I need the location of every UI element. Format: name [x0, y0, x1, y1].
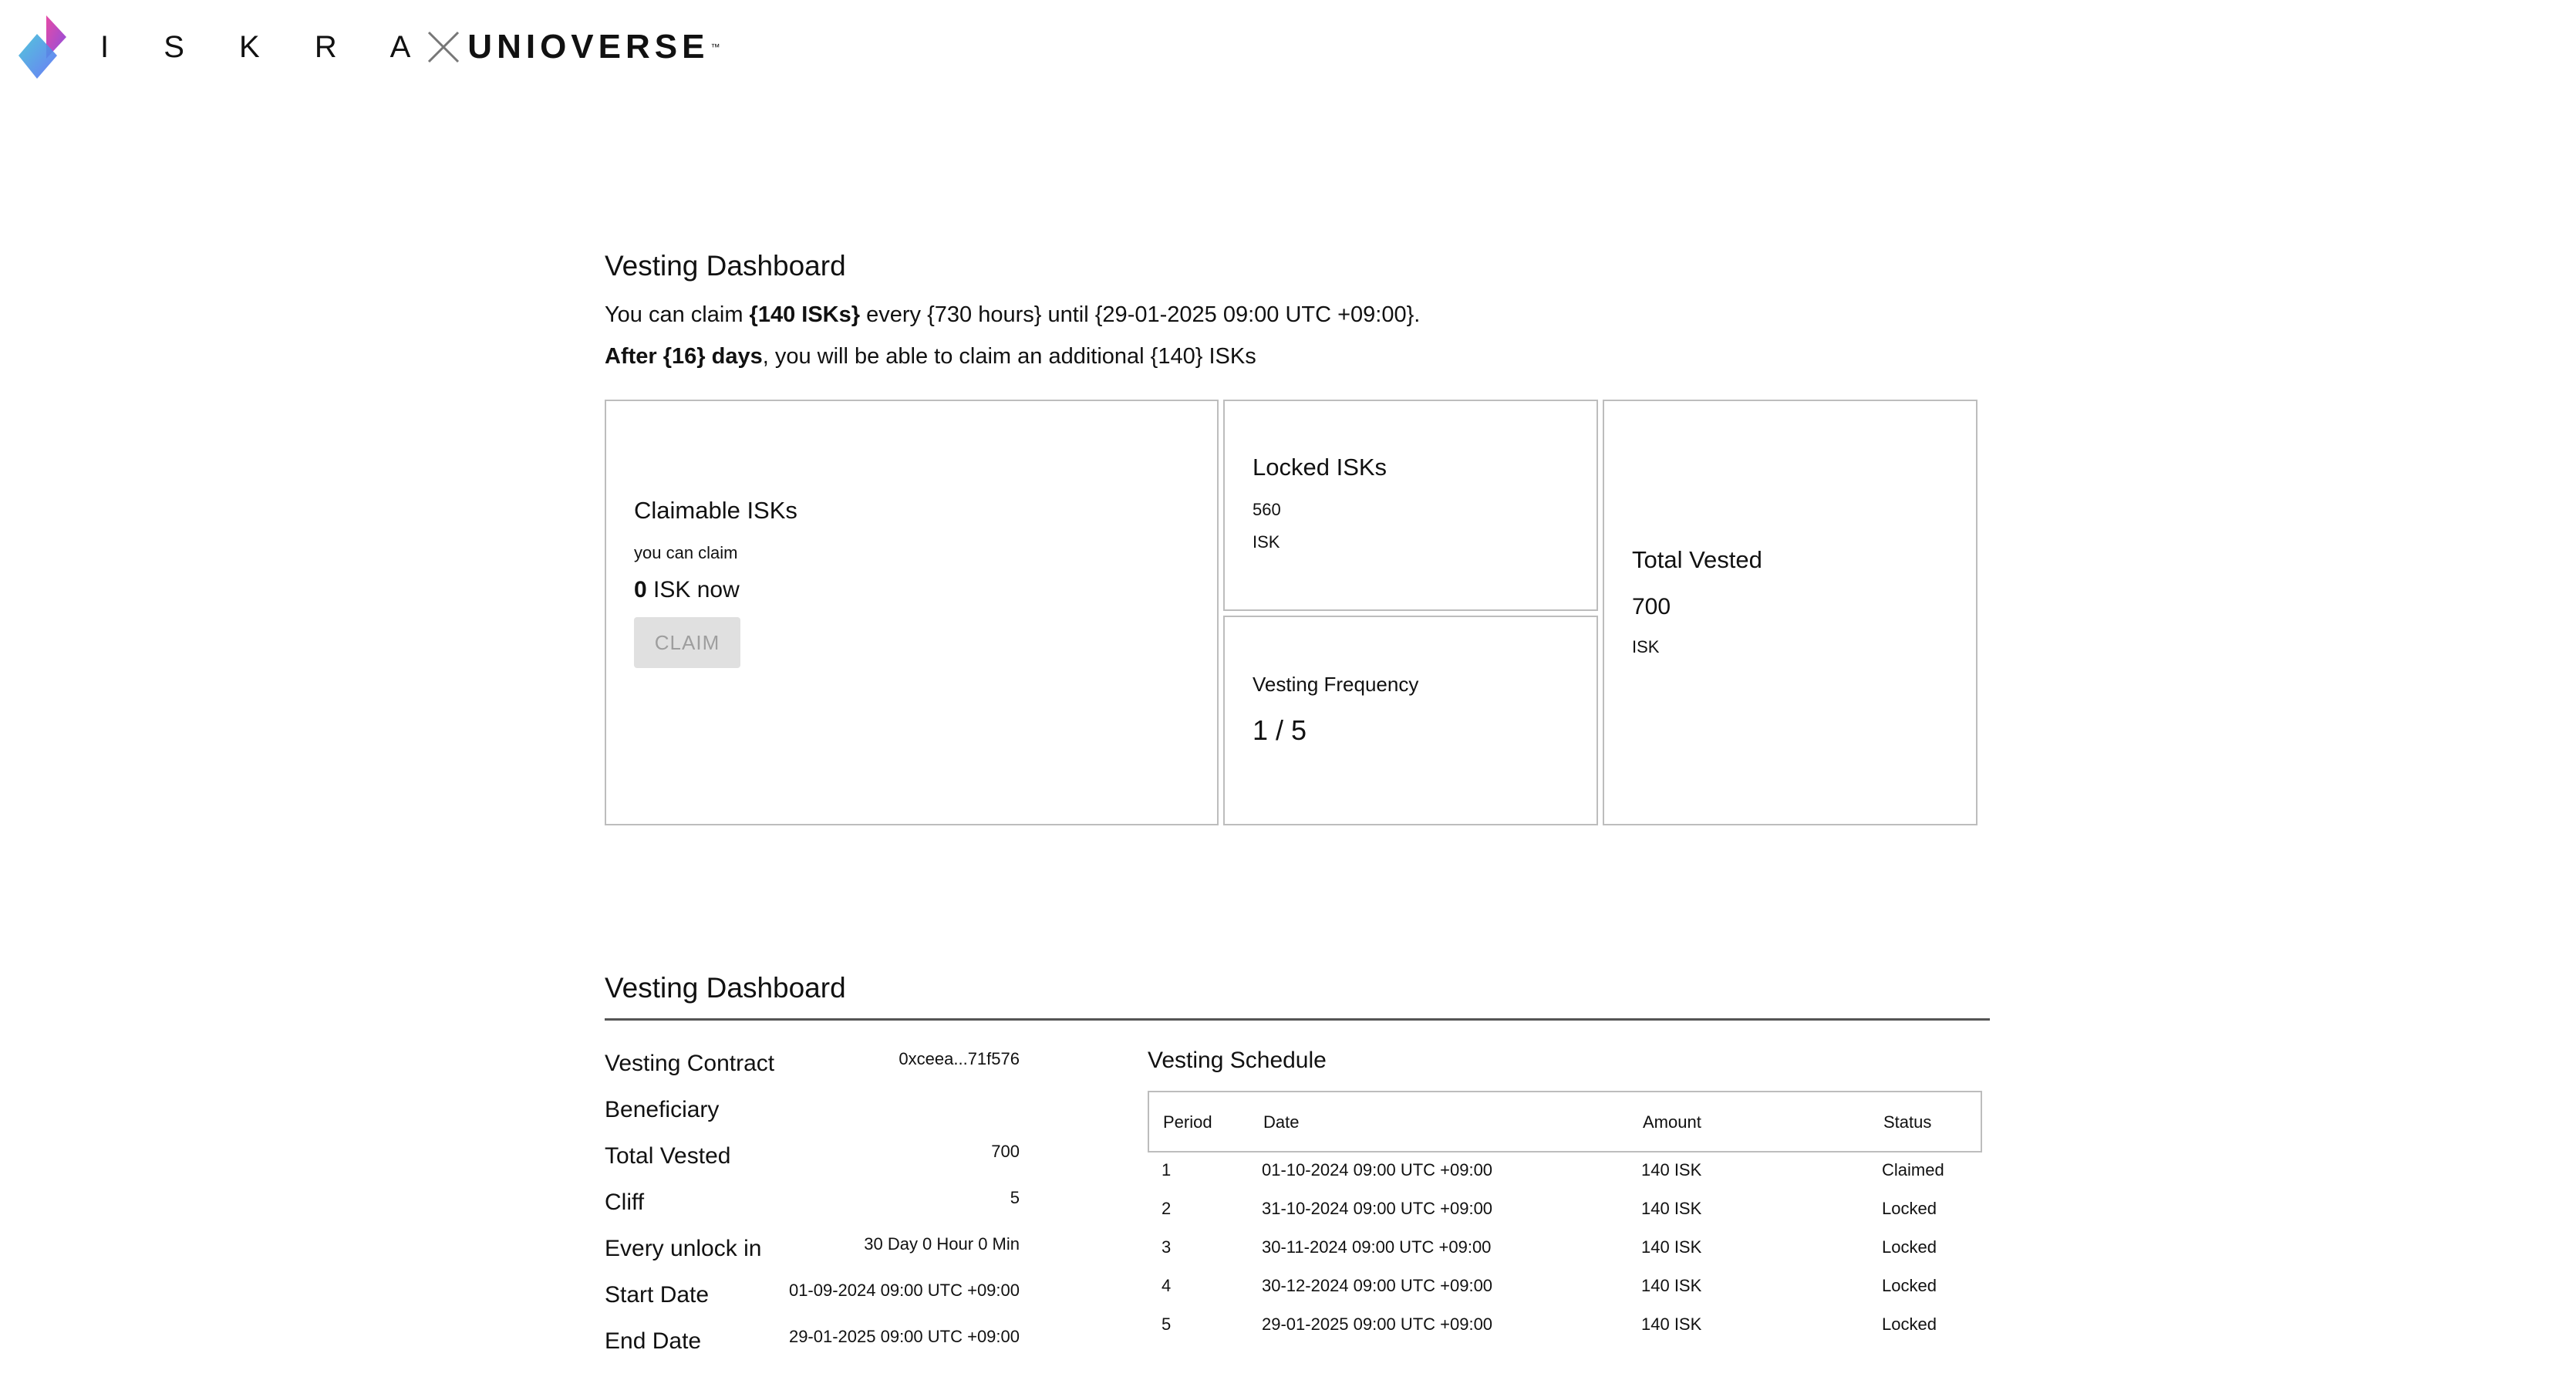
detail-value-start: 01-09-2024 09:00 UTC +09:00: [788, 1281, 1020, 1300]
claimable-amount: [634, 577, 740, 603]
cell-date: 29-01-2025 09:00 UTC +09:00: [1262, 1314, 1493, 1334]
claimable-card: [605, 400, 1219, 825]
cell-date: 01-10-2024 09:00 UTC +09:00: [1262, 1160, 1493, 1179]
iskra-diamond-icon: [15, 14, 71, 80]
brand-logo[interactable]: [15, 14, 720, 80]
cell-status: Locked: [1882, 1314, 1937, 1334]
details-divider: [605, 1018, 1990, 1021]
cell-period: 3: [1162, 1237, 1172, 1257]
summary-title: Vesting Dashboard: [605, 250, 846, 282]
schedule-table-header: [1148, 1091, 1982, 1152]
summary-line1-c: every {730 hours} until {29-01-2025 09:00 UTC +09:00}.: [860, 302, 1421, 327]
total-vested-value: 700: [1632, 594, 1671, 619]
table-row: [1148, 1160, 1982, 1199]
table-row: [1148, 1276, 1982, 1314]
cell-period: 4: [1162, 1276, 1172, 1295]
cell-amount: 140 ISK: [1641, 1314, 1702, 1334]
detail-label-cliff: Cliff: [605, 1190, 645, 1215]
detail-label-beneficiary: Beneficiary: [605, 1097, 720, 1122]
summary-line2-b: , you will be able to claim an additional {140} ISKs: [762, 344, 1256, 369]
locked-card: [1223, 400, 1598, 611]
frequency-title: Vesting Frequency: [1253, 673, 1419, 696]
cell-status: Claimed: [1882, 1160, 1944, 1179]
frequency-value: 1 / 5: [1253, 714, 1307, 746]
schedule-title: Vesting Schedule: [1148, 1048, 1327, 1073]
cell-amount: 140 ISK: [1641, 1199, 1702, 1218]
total-vested-unit: ISK: [1632, 637, 1660, 656]
detail-value-unlock: 30 Day 0 Hour 0 Min: [864, 1234, 1020, 1254]
cell-status: Locked: [1882, 1199, 1937, 1218]
claimable-amount-suffix: ISK now: [646, 577, 740, 602]
cell-period: 5: [1162, 1314, 1172, 1334]
detail-label-unlock: Every unlock in: [605, 1236, 762, 1261]
col-date: Date: [1263, 1112, 1300, 1132]
total-vested-card: [1603, 400, 1978, 825]
summary-line-next: [605, 344, 1256, 370]
brand-iskra-text: I S K R A: [100, 29, 434, 64]
summary-line-claim: [605, 302, 1420, 328]
claim-button[interactable]: CLAIM: [634, 617, 740, 668]
claimable-amount-value: 0: [634, 577, 647, 602]
detail-value-end: 29-01-2025 09:00 UTC +09:00: [788, 1327, 1020, 1346]
col-period: Period: [1163, 1112, 1212, 1132]
detail-label-end: End Date: [605, 1328, 702, 1354]
cell-period: 1: [1162, 1160, 1172, 1179]
col-status: Status: [1883, 1112, 1932, 1132]
cell-amount: 140 ISK: [1641, 1237, 1702, 1257]
col-amount: Amount: [1643, 1112, 1701, 1132]
detail-value-cliff: 5: [1010, 1188, 1020, 1207]
detail-label-start: Start Date: [605, 1282, 710, 1308]
frequency-card: [1223, 616, 1598, 825]
detail-label-total-vested: Total Vested: [605, 1143, 731, 1169]
locked-title: Locked ISKs: [1253, 454, 1387, 481]
total-vested-title: Total Vested: [1632, 546, 1762, 573]
claimable-subtitle: you can claim: [634, 543, 738, 562]
table-row: [1148, 1199, 1982, 1237]
cell-status: Locked: [1882, 1237, 1937, 1257]
cell-period: 2: [1162, 1199, 1172, 1218]
brand-trademark: ™: [710, 42, 720, 52]
cell-amount: 140 ISK: [1641, 1276, 1702, 1295]
detail-label-contract: Vesting Contract: [605, 1051, 775, 1076]
detail-value-contract[interactable]: 0xceea...71f576: [899, 1049, 1020, 1068]
cell-date: 31-10-2024 09:00 UTC +09:00: [1262, 1199, 1493, 1218]
claimable-title: Claimable ISKs: [634, 497, 797, 524]
cell-amount: 140 ISK: [1641, 1160, 1702, 1179]
cell-date: 30-12-2024 09:00 UTC +09:00: [1262, 1276, 1493, 1295]
locked-value: 560: [1253, 500, 1281, 519]
cell-status: Locked: [1882, 1276, 1937, 1295]
locked-unit: ISK: [1253, 532, 1280, 552]
summary-line2-a: After {16} days: [605, 344, 763, 369]
cell-date: 30-11-2024 09:00 UTC +09:00: [1262, 1237, 1492, 1257]
summary-line1-b: {140 ISKs}: [749, 302, 861, 327]
detail-value-total-vested: 700: [991, 1142, 1020, 1161]
summary-line1-a: You can claim: [605, 302, 750, 327]
details-title: Vesting Dashboard: [605, 972, 846, 1004]
brand-unioverse-text: UNIOVERSE: [467, 28, 710, 66]
table-row: [1148, 1237, 1982, 1276]
brand-cross-icon: [426, 29, 461, 65]
table-row: [1148, 1314, 1982, 1353]
